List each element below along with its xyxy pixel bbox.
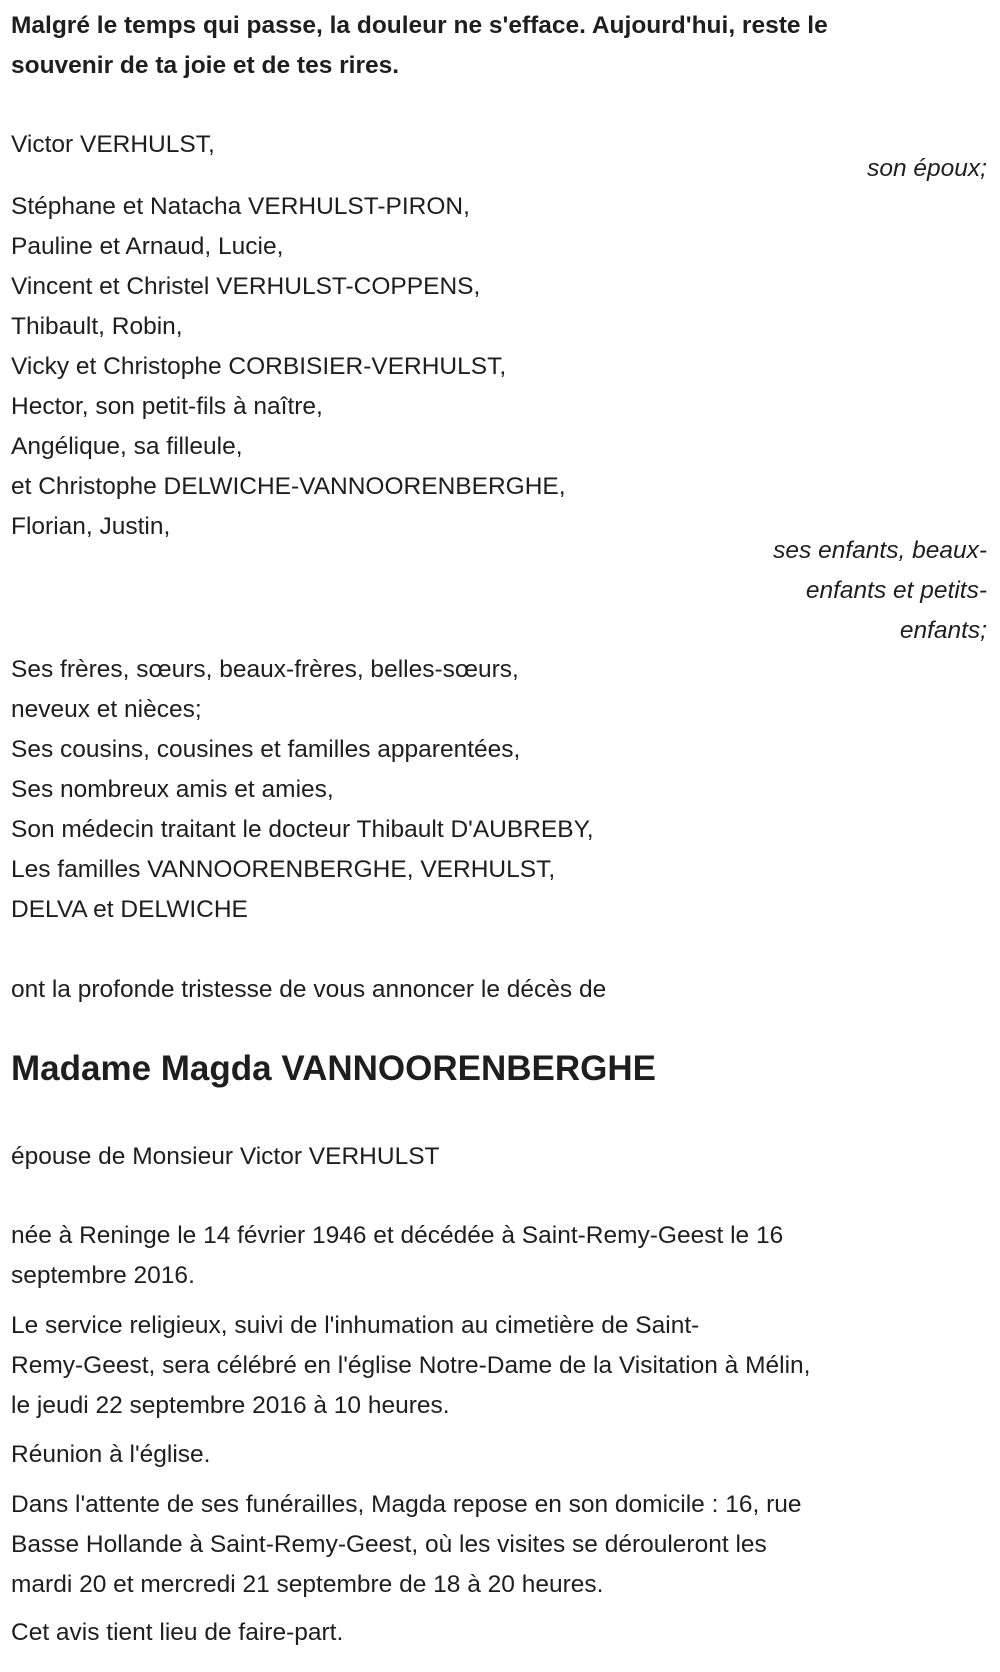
opening-quote [11,6,828,86]
list-item: Pauline et Arnaud, Lucie, [11,233,284,260]
list-item: Ses nombreux amis et amies, [11,776,334,803]
relatives-list [11,650,594,930]
list-item: Ses cousins, cousines et familles apparentées, [11,736,521,763]
list-item: Hector, son petit-fils à naître, [11,393,323,420]
spouse-of: épouse de Monsieur Victor VERHULST [11,1143,440,1170]
children-list [11,187,566,547]
announcement: ont la profonde tristesse de vous annoncer le décès de [11,976,607,1003]
text-line: Basse Hollande à Saint-Remy-Geest, où les visites se dérouleront les [11,1531,767,1558]
list-item: Son médecin traitant le docteur Thibault D'AUBREBY, [11,816,594,843]
list-item: Vicky et Christophe CORBISIER-VERHULST, [11,353,507,380]
list-item: DELVA et DELWICHE [11,896,248,923]
text-line: le jeudi 22 septembre 2016 à 10 heures. [11,1392,450,1419]
role-line: enfants et petits- [805,577,987,604]
list-item: Thibault, Robin, [11,313,183,340]
meeting-info: Réunion à l'église. [11,1441,211,1468]
list-item: Stéphane et Natacha VERHULST-PIRON, [11,193,470,220]
quote-line: souvenir de ta joie et de tes rires. [11,52,400,79]
text-line: Le service religieux, suivi de l'inhumation au cimetière de Saint- [11,1312,700,1339]
children-role [773,531,987,651]
list-item: Angélique, sa filleule, [11,433,243,460]
text-line: Dans l'attente de ses funérailles, Magda repose en son domicile : 16, rue [11,1491,802,1518]
role-line: enfants; [899,617,987,644]
spouse-role: son époux; [867,155,987,182]
spouse-name: Victor VERHULST, [11,131,215,158]
list-item: Vincent et Christel VERHULST-COPPENS, [11,273,481,300]
birth-death [11,1216,783,1296]
list-item: Les familles VANNOORENBERGHE, VERHULST, [11,856,556,883]
list-item: neveux et nièces; [11,696,202,723]
text-line: née à Reninge le 14 février 1946 et décédée à Saint-Remy-Geest le 16 [11,1222,784,1249]
text-line: Remy-Geest, sera célébré en l'église Notre-Dame de la Visitation à Mélin, [11,1352,811,1379]
visits-info [11,1485,802,1605]
text-line: mardi 20 et mercredi 21 septembre de 18 à 20 heures. [11,1571,604,1598]
list-item: Ses frères, sœurs, beaux-frères, belles-sœurs, [11,656,519,683]
deceased-name: Madame Magda VANNOORENBERGHE [11,1049,657,1088]
list-item: et Christophe DELWICHE-VANNOORENBERGHE, [11,473,566,500]
closing-note: Cet avis tient lieu de faire-part. [11,1619,344,1646]
list-item: Florian, Justin, [11,513,171,540]
text-line: septembre 2016. [11,1262,195,1289]
service-info [11,1306,810,1426]
quote-line: Malgré le temps qui passe, la douleur ne s'efface. Aujourd'hui, reste le [11,12,828,39]
role-line: ses enfants, beaux- [773,537,987,564]
